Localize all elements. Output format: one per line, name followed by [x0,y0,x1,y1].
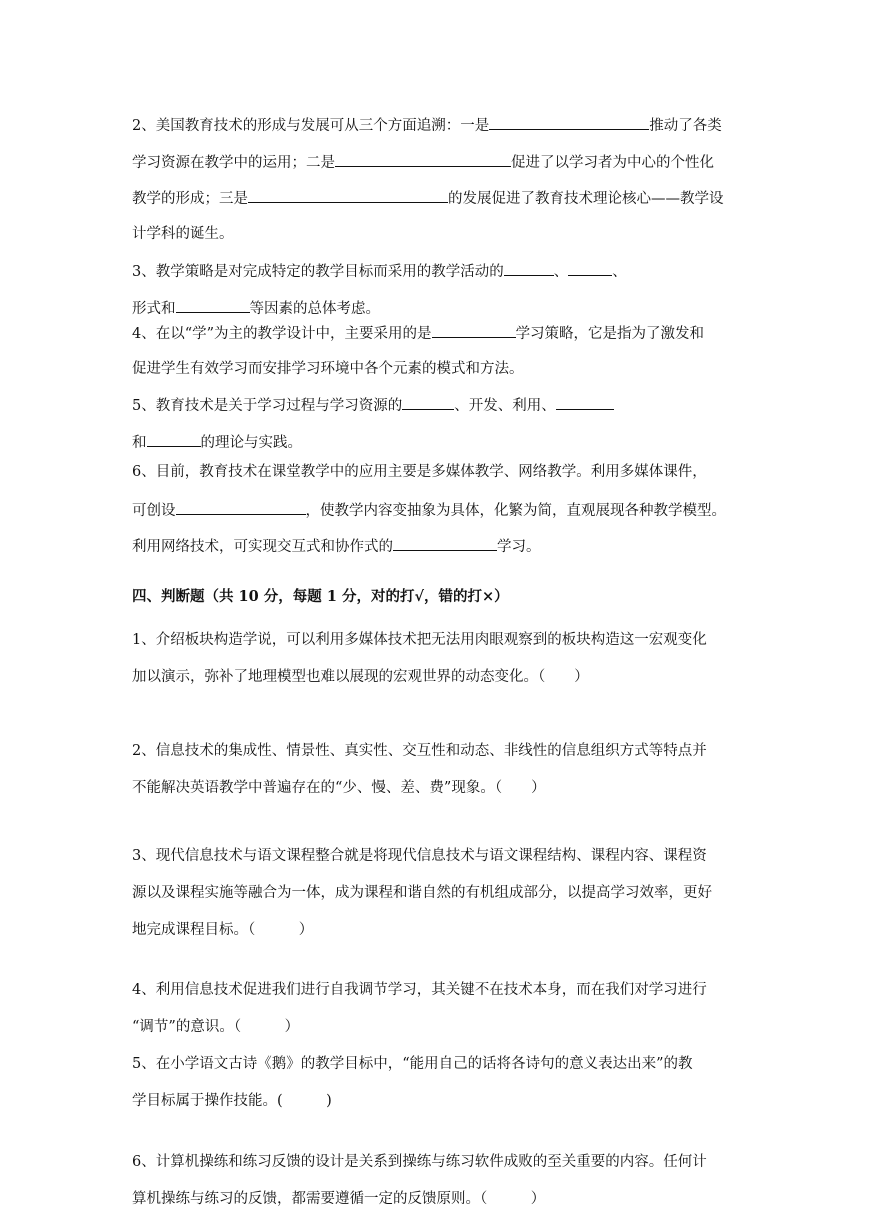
fill-question-line [132,463,707,481]
fill-question-line [132,298,380,316]
question-text: 形式和 [132,300,176,317]
fill-question-line [132,536,541,554]
judgement-question-line: 学目标属于操作技能。( ) [132,1093,332,1109]
question-text: 计学科的诞生。 [132,225,234,242]
answer-blank[interactable] [568,261,612,276]
question-text: 可创设 [132,502,176,519]
question-text: 6、目前，教育技术在课堂教学中的应用主要是多媒体教学、网络教学。利用多媒体课件， [132,464,707,480]
judgement-question-line: 5、在小学语文古诗《鹅》的教学目标中，“能用自己的话将各诗句的意义表达出来”的教 [132,1056,693,1072]
answer-blank[interactable] [335,152,511,167]
question-text: 促进了以学习者为中心的个性化 [511,154,714,171]
question-text: 利用网络技术，可实现交互式和协作式的 [132,539,393,555]
answer-blank[interactable] [393,536,497,551]
fill-question-line [132,432,302,450]
judgement-question-line: 源以及课程实施等融合为一体，成为课程和谐自然的有机组成部分，以提高学习效率，更好 [132,885,712,901]
section-heading: 四、判断题（共 10 分，每题 1 分，对的打√，错的打×） [132,588,509,605]
question-text: 推动了各类 [649,118,722,134]
judgement-question-line: 加以演示，弥补了地理模型也难以展现的宏观世界的动态变化。（ ） [132,669,589,685]
answer-blank[interactable] [176,500,306,515]
judgement-question-line: 算机操练与练习的反馈，都需要遵循一定的反馈原则。（ ） [132,1191,546,1207]
judgement-question-line: 不能解决英语教学中普遍存在的“少、慢、差、费”现象。（ ） [132,780,546,796]
fill-question-line [132,152,714,170]
judgement-question-line: 地完成课程目标。（ ） [132,922,314,938]
question-text: 的发展促进了教育技术理论核心——教学设 [448,191,724,207]
question-text: 和 [132,434,147,451]
question-text: 学习策略，它是指为了激发和 [515,326,705,342]
judgement-question-line: 2、信息技术的集成性、情景性、真实性、交互性和动态、非线性的信息组织方式等特点并 [132,743,707,759]
question-text: 教学的形成；三是 [132,191,248,207]
question-text: ，使教学内容变抽象为具体，化繁为简，直观展现各种教学模型。 [305,502,726,519]
question-text: 促进学生有效学习而安排学习环境中各个元素的模式和方法。 [132,360,524,377]
answer-blank[interactable] [248,188,448,203]
question-text: 、 [612,264,627,280]
question-text: 3、教学策略是对完成特定的教学目标而采用的教学活动的 [132,264,504,280]
judgement-question-line: “调节”的意识。（ ） [132,1019,300,1035]
answer-blank[interactable] [489,115,649,130]
question-text: 5、教育技术是关于学习过程与学习资源的 [132,398,403,414]
question-text: 等因素的总体考虑。 [249,300,380,317]
fill-question-line [132,500,726,518]
answer-blank[interactable] [556,395,614,410]
fill-question-line [132,360,524,378]
question-text: 、 [553,264,569,280]
question-text: 的理论与实践。 [200,434,302,451]
answer-blank[interactable] [176,298,250,313]
question-text: 学习。 [497,539,541,555]
question-text: 2、美国教育技术的形成与发展可从三个方面追溯：一是 [132,118,490,134]
answer-blank[interactable] [432,323,516,338]
answer-blank[interactable] [504,261,554,276]
fill-question-line [132,115,722,133]
fill-question-line [132,225,234,243]
fill-question-line [132,188,724,206]
judgement-question-line: 3、现代信息技术与语文课程整合就是将现代信息技术与语文课程结构、课程内容、课程资 [132,848,707,864]
fill-question-line [132,323,704,341]
question-text: 学习资源在教学中的运用；二是 [132,154,335,171]
answer-blank[interactable] [147,432,201,447]
question-text: 4、在以“学”为主的教学设计中，主要采用的是 [132,326,432,342]
judgement-question-line: 1、介绍板块构造学说，可以利用多媒体技术把无法用肉眼观察到的板块构造这一宏观变化 [132,632,707,648]
judgement-question-line: 4、利用信息技术促进我们进行自我调节学习，其关键不在技术本身，而在我们对学习进行 [132,982,707,998]
fill-question-line [132,261,627,279]
judgement-question-line: 6、计算机操练和练习反馈的设计是关系到操练与练习软件成败的至关重要的内容。任何计 [132,1154,707,1170]
fill-question-line [132,395,614,413]
question-text: 、开发、利用、 [454,398,556,414]
answer-blank[interactable] [402,395,454,410]
